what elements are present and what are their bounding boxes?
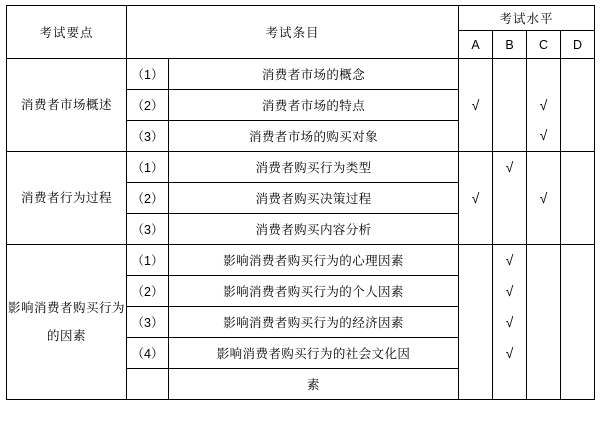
item-text: 影响消费者购买行为的经济因素 [169, 307, 459, 338]
header-level-b: B [493, 31, 527, 59]
exam-outline-table [6, 5, 595, 400]
level-d-cell [561, 152, 595, 245]
item-number: （2） [127, 90, 169, 121]
item-text: 消费者市场的购买对象 [169, 121, 459, 152]
header-exam-items: 考试条目 [127, 6, 459, 59]
item-number: （3） [127, 121, 169, 152]
level-b-cell [493, 276, 527, 307]
level-c-cell [527, 245, 561, 400]
table-header-row-1 [7, 6, 595, 31]
level-a-cell [459, 59, 493, 152]
item-text: 消费者购买行为类型 [169, 152, 459, 183]
item-text: 影响消费者购买行为的个人因素 [169, 276, 459, 307]
item-text: 消费者购买内容分析 [169, 214, 459, 245]
level-b-cell [493, 369, 527, 400]
item-text: 素 [169, 369, 459, 400]
check-mark: √ [505, 344, 514, 361]
item-text: 消费者市场的特点 [169, 90, 459, 121]
level-b-cell [493, 59, 527, 152]
item-number: （2） [127, 276, 169, 307]
check-mark: √ [471, 189, 480, 206]
level-a-cell [459, 245, 493, 400]
level-b-cell [493, 307, 527, 338]
item-number: （3） [127, 214, 169, 245]
header-level-c: C [527, 31, 561, 59]
item-text: 影响消费者购买行为的社会文化因 [169, 338, 459, 369]
level-c-cell [527, 121, 561, 152]
item-number: （2） [127, 183, 169, 214]
check-mark: √ [539, 96, 548, 113]
item-number: （1） [127, 245, 169, 276]
item-number [127, 369, 169, 400]
check-mark: √ [505, 282, 514, 299]
level-b-cell [493, 183, 527, 214]
table-row [7, 59, 595, 90]
header-level-a: A [459, 31, 493, 59]
item-text: 影响消费者购买行为的心理因素 [169, 245, 459, 276]
check-mark: √ [539, 189, 548, 206]
check-mark: √ [505, 251, 514, 268]
item-text: 消费者购买决策过程 [169, 183, 459, 214]
section-points-label: 影响消费者购买行为的因素 [7, 245, 127, 400]
header-level-d: D [561, 31, 595, 59]
item-number: （1） [127, 59, 169, 90]
level-c-cell [527, 59, 561, 90]
level-a-cell [459, 152, 493, 245]
level-c-cell [527, 90, 561, 121]
header-exam-level: 考试水平 [459, 6, 595, 31]
check-mark: √ [505, 158, 514, 175]
level-b-cell [493, 152, 527, 183]
check-mark: √ [505, 313, 514, 330]
item-number: （1） [127, 152, 169, 183]
check-mark: √ [471, 96, 480, 113]
table-row [7, 245, 595, 276]
level-b-cell [493, 214, 527, 245]
check-mark: √ [539, 127, 548, 144]
section-points-label: 消费者行为过程 [7, 152, 127, 245]
level-d-cell [561, 245, 595, 400]
level-c-cell [527, 152, 561, 183]
level-c-cell [527, 214, 561, 245]
item-number: （4） [127, 338, 169, 369]
item-text: 消费者市场的概念 [169, 59, 459, 90]
level-c-cell [527, 183, 561, 214]
item-number: （3） [127, 307, 169, 338]
level-b-cell [493, 338, 527, 369]
level-b-cell [493, 245, 527, 276]
table-row [7, 152, 595, 183]
level-d-cell [561, 59, 595, 152]
header-exam-points: 考试要点 [7, 6, 127, 59]
section-points-label: 消费者市场概述 [7, 59, 127, 152]
